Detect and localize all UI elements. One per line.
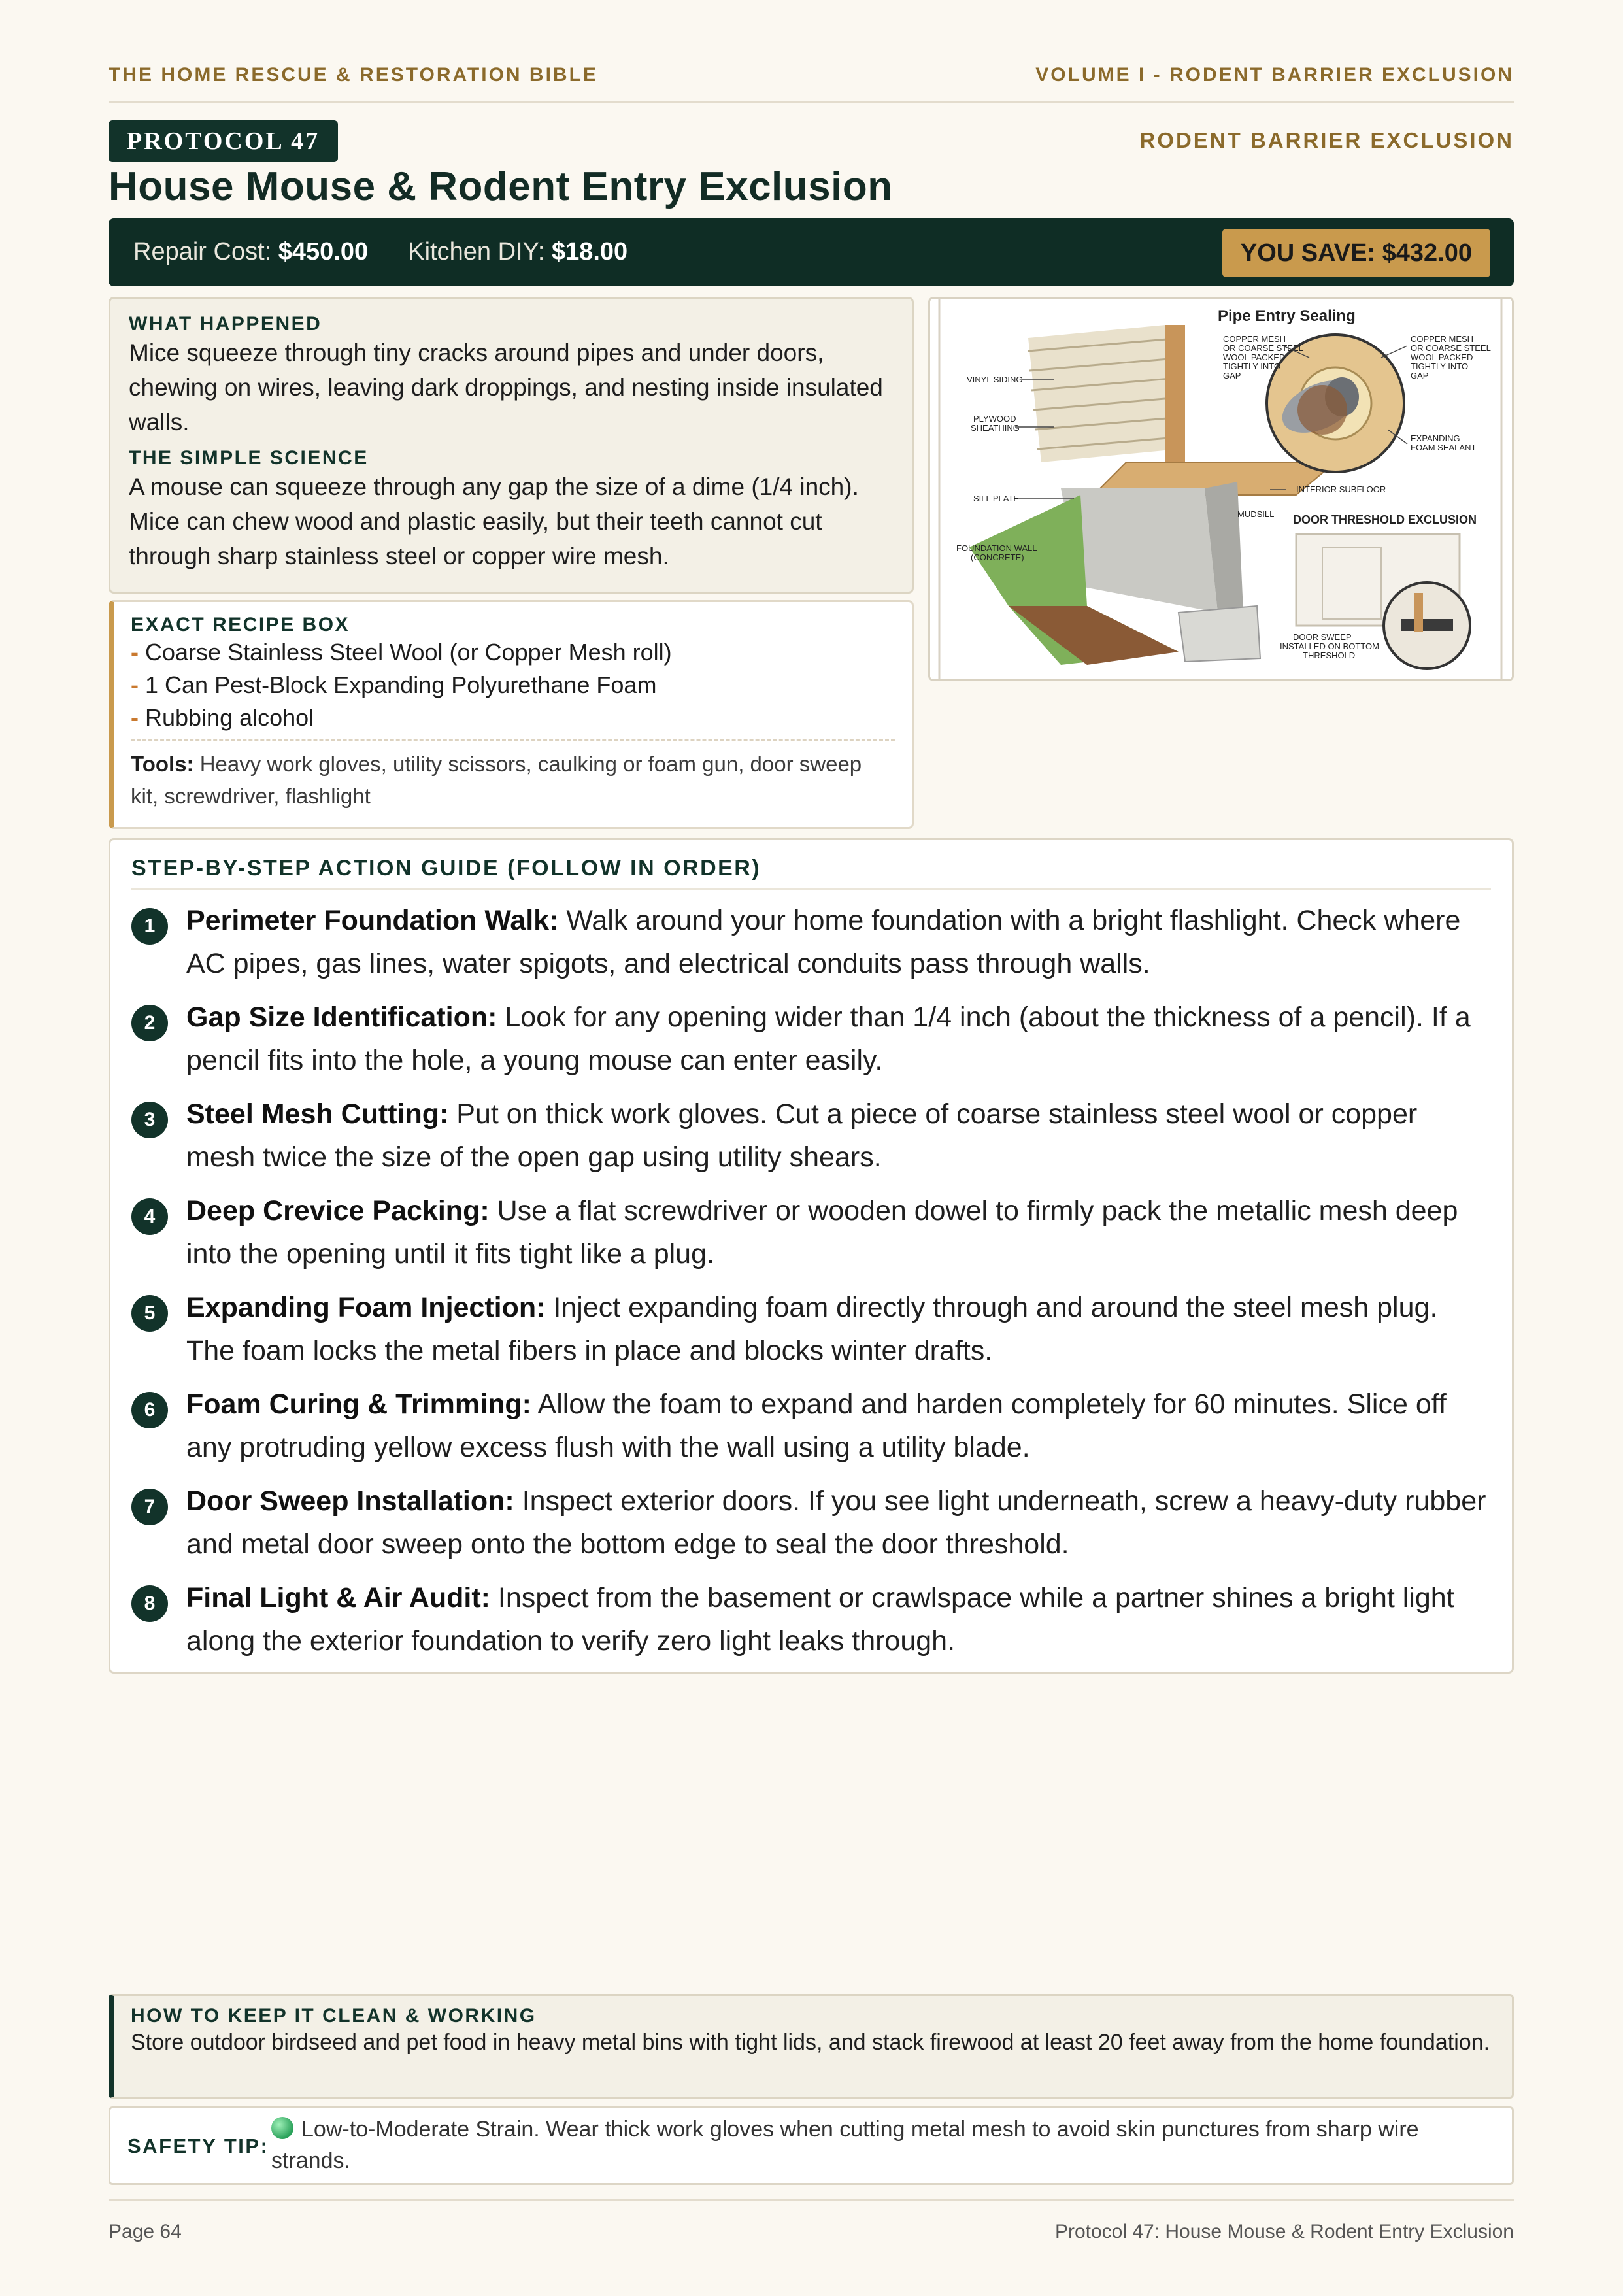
recipe-box <box>109 600 914 829</box>
step-number: 5 <box>131 1295 168 1332</box>
steps-heading: STEP-BY-STEP ACTION GUIDE (FOLLOW IN ORDER) <box>131 856 1491 890</box>
recipe-heading: EXACT RECIPE BOX <box>131 614 350 635</box>
svg-text:OR COARSE STEEL: OR COARSE STEEL <box>1223 343 1303 353</box>
step-item <box>131 1576 1491 1663</box>
step-title: Deep Crevice Packing: <box>186 1195 490 1226</box>
svg-text:COPPER MESH: COPPER MESH <box>1223 334 1286 344</box>
step-title: Expanding Foam Injection: <box>186 1292 546 1323</box>
safety-tip-label: SAFETY TIP: <box>127 2135 269 2157</box>
door-threshold-title: DOOR THRESHOLD EXCLUSION <box>1293 513 1477 526</box>
cost-bar <box>109 218 1514 286</box>
repair-cost-value: $450.00 <box>278 238 369 265</box>
green-status-dot-icon <box>271 2117 293 2139</box>
recipe-divider <box>131 739 895 741</box>
svg-text:(CONCRETE): (CONCRETE) <box>971 552 1024 562</box>
what-happened-box <box>109 297 914 594</box>
diy-cost-label: Kitchen DIY: <box>408 238 545 265</box>
page-title: House Mouse & Rodent Entry Exclusion <box>109 164 893 209</box>
svg-text:VINYL SIDING: VINYL SIDING <box>967 375 1023 384</box>
footer-protocol-title: Protocol 47: House Mouse & Rodent Entry Exclusion <box>1054 2221 1514 2242</box>
step-title: Perimeter Foundation Walk: <box>186 905 559 936</box>
cost-summary <box>133 238 627 266</box>
maintenance-text: Store outdoor birdseed and pet food in heavy metal bins with tight lids, and stack firewood at least 20 feet away from the home foundation. <box>131 2030 1490 2055</box>
svg-text:THRESHOLD: THRESHOLD <box>1303 650 1356 660</box>
svg-text:FOAM SEALANT: FOAM SEALANT <box>1411 443 1477 452</box>
svg-text:SHEATHING: SHEATHING <box>971 423 1020 433</box>
page-footer <box>109 2199 1514 2243</box>
step-text: Inspect exterior doors. If you see light underneath, screw a heavy-duty rubber and metal door sweep onto the bottom edge to seal the door threshold. <box>186 1485 1486 1560</box>
svg-text:WOOL PACKED: WOOL PACKED <box>1223 352 1286 362</box>
diagram-title: Pipe Entry Sealing <box>1218 307 1356 325</box>
book-title: THE HOME RESCUE & RESTORATION BIBLE <box>109 64 598 86</box>
steps-guide <box>109 838 1514 1674</box>
pipe-zoom-detail <box>1267 335 1404 472</box>
svg-text:INSTALLED ON BOTTOM: INSTALLED ON BOTTOM <box>1280 641 1379 651</box>
page-number: Page 64 <box>109 2221 182 2242</box>
safety-tip-box <box>109 2106 1514 2185</box>
tools-text: Heavy work gloves, utility scissors, caulking or foam gun, door sweep kit, screwdriver, flashlight <box>131 752 862 808</box>
svg-text:SILL PLATE: SILL PLATE <box>973 494 1020 503</box>
step-text: Inject expanding foam directly through and around the steel mesh plug. The foam locks the metal fibers in place and blocks winter drafts. <box>186 1292 1438 1366</box>
safety-tip-text-wrap <box>271 2114 1500 2176</box>
step-title: Steel Mesh Cutting: <box>186 1098 449 1130</box>
page <box>109 0 1514 2296</box>
svg-text:COPPER MESH: COPPER MESH <box>1411 334 1474 344</box>
step-number: 1 <box>131 908 168 945</box>
safety-tip-text: Low-to-Moderate Strain. Wear thick work gloves when cutting metal mesh to avoid skin punctures from sharp wire strands. <box>271 2117 1419 2173</box>
steps-list <box>131 899 1491 1663</box>
step-number: 7 <box>131 1489 168 1525</box>
step-item <box>131 1189 1491 1275</box>
svg-text:FOUNDATION WALL: FOUNDATION WALL <box>956 543 1037 553</box>
step-text: Look for any opening wider than 1/4 inch (about the thickness of a pencil). If a pencil fits into the hole, a young mouse can enter easily. <box>186 1002 1471 1076</box>
what-happened-heading: WHAT HAPPENED <box>129 313 322 335</box>
diagram-illustration <box>930 299 1512 679</box>
protocol-row <box>109 120 1514 162</box>
step-text: Put on thick work gloves. Cut a piece of coarse stainless steel wool or copper mesh twice the size of the open gap using utility shears. <box>186 1098 1418 1173</box>
svg-text:GAP: GAP <box>1223 371 1241 380</box>
step-title: Door Sweep Installation: <box>186 1485 514 1517</box>
protocol-category: RODENT BARRIER EXCLUSION <box>1139 128 1514 152</box>
step-number: 2 <box>131 1005 168 1041</box>
step-text: Use a flat screwdriver or wooden dowel to firmly pack the metallic mesh deep into the opening until it fits tight like a plug. <box>186 1195 1458 1270</box>
step-number: 6 <box>131 1392 168 1428</box>
svg-text:PLYWOOD: PLYWOOD <box>973 414 1016 424</box>
recipe-item: - 1 Can Pest-Block Expanding Polyurethane Foam <box>131 671 657 698</box>
svg-text:EXPANDING: EXPANDING <box>1411 433 1460 443</box>
step-item <box>131 1286 1491 1372</box>
protocol-badge: PROTOCOL 47 <box>109 120 338 162</box>
svg-text:INTERIOR SUBFLOOR: INTERIOR SUBFLOOR <box>1296 484 1386 494</box>
svg-text:WOOL PACKED: WOOL PACKED <box>1411 352 1473 362</box>
step-item <box>131 1479 1491 1566</box>
recipe-item: - Coarse Stainless Steel Wool (or Copper Mesh roll) <box>131 639 672 666</box>
maintenance-box <box>109 1994 1514 2099</box>
savings-badge: YOU SAVE: $432.00 <box>1222 229 1490 277</box>
svg-text:TIGHTLY INTO: TIGHTLY INTO <box>1411 362 1469 371</box>
tools-list <box>131 748 895 812</box>
svg-text:OR COARSE STEEL: OR COARSE STEEL <box>1411 343 1491 353</box>
volume-title: VOLUME I - RODENT BARRIER EXCLUSION <box>1035 64 1514 86</box>
recipe-item: - Rubbing alcohol <box>131 704 314 731</box>
svg-text:DOOR SWEEP: DOOR SWEEP <box>1293 632 1352 642</box>
step-title: Gap Size Identification: <box>186 1002 497 1033</box>
tools-label: Tools: <box>131 752 194 776</box>
science-heading: THE SIMPLE SCIENCE <box>129 447 369 469</box>
repair-cost-label: Repair Cost: <box>133 238 272 265</box>
step-number: 3 <box>131 1102 168 1138</box>
step-item <box>131 996 1491 1082</box>
step-title: Foam Curing & Trimming: <box>186 1389 531 1420</box>
step-text: Walk around your home foundation with a bright flashlight. Check where AC pipes, gas lines, water spigots, and electrical conduits pass through walls. <box>186 905 1461 979</box>
step-item <box>131 1383 1491 1469</box>
svg-text:TIGHTLY INTO: TIGHTLY INTO <box>1223 362 1281 371</box>
maintenance-heading: HOW TO KEEP IT CLEAN & WORKING <box>131 2005 537 2027</box>
step-number: 8 <box>131 1585 168 1622</box>
step-item <box>131 899 1491 985</box>
what-happened-text: Mice squeeze through tiny cracks around pipes and under doors, chewing on wires, leaving dark droppings, and nesting inside insulated walls. <box>129 339 883 435</box>
diy-cost-value: $18.00 <box>551 238 628 265</box>
running-header <box>109 64 1514 103</box>
science-text: A mouse can squeeze through any gap the size of a dime (1/4 inch). Mice can chew wood and plastic easily, but their teeth cannot cut through sharp stainless steel or copper wire mesh. <box>129 473 859 569</box>
step-item <box>131 1092 1491 1179</box>
svg-text:MUDSILL: MUDSILL <box>1237 509 1275 519</box>
step-text: Allow the foam to expand and harden completely for 60 minutes. Slice off any protruding yellow excess flush with the wall using a utility blade. <box>186 1389 1447 1463</box>
step-number: 4 <box>131 1198 168 1235</box>
step-title: Final Light & Air Audit: <box>186 1582 490 1613</box>
pipe-entry-diagram <box>928 297 1514 681</box>
svg-text:GAP: GAP <box>1411 371 1429 380</box>
step-text: Inspect from the basement or crawlspace while a partner shines a bright light along the exterior foundation to verify zero light leaks through. <box>186 1582 1454 1657</box>
